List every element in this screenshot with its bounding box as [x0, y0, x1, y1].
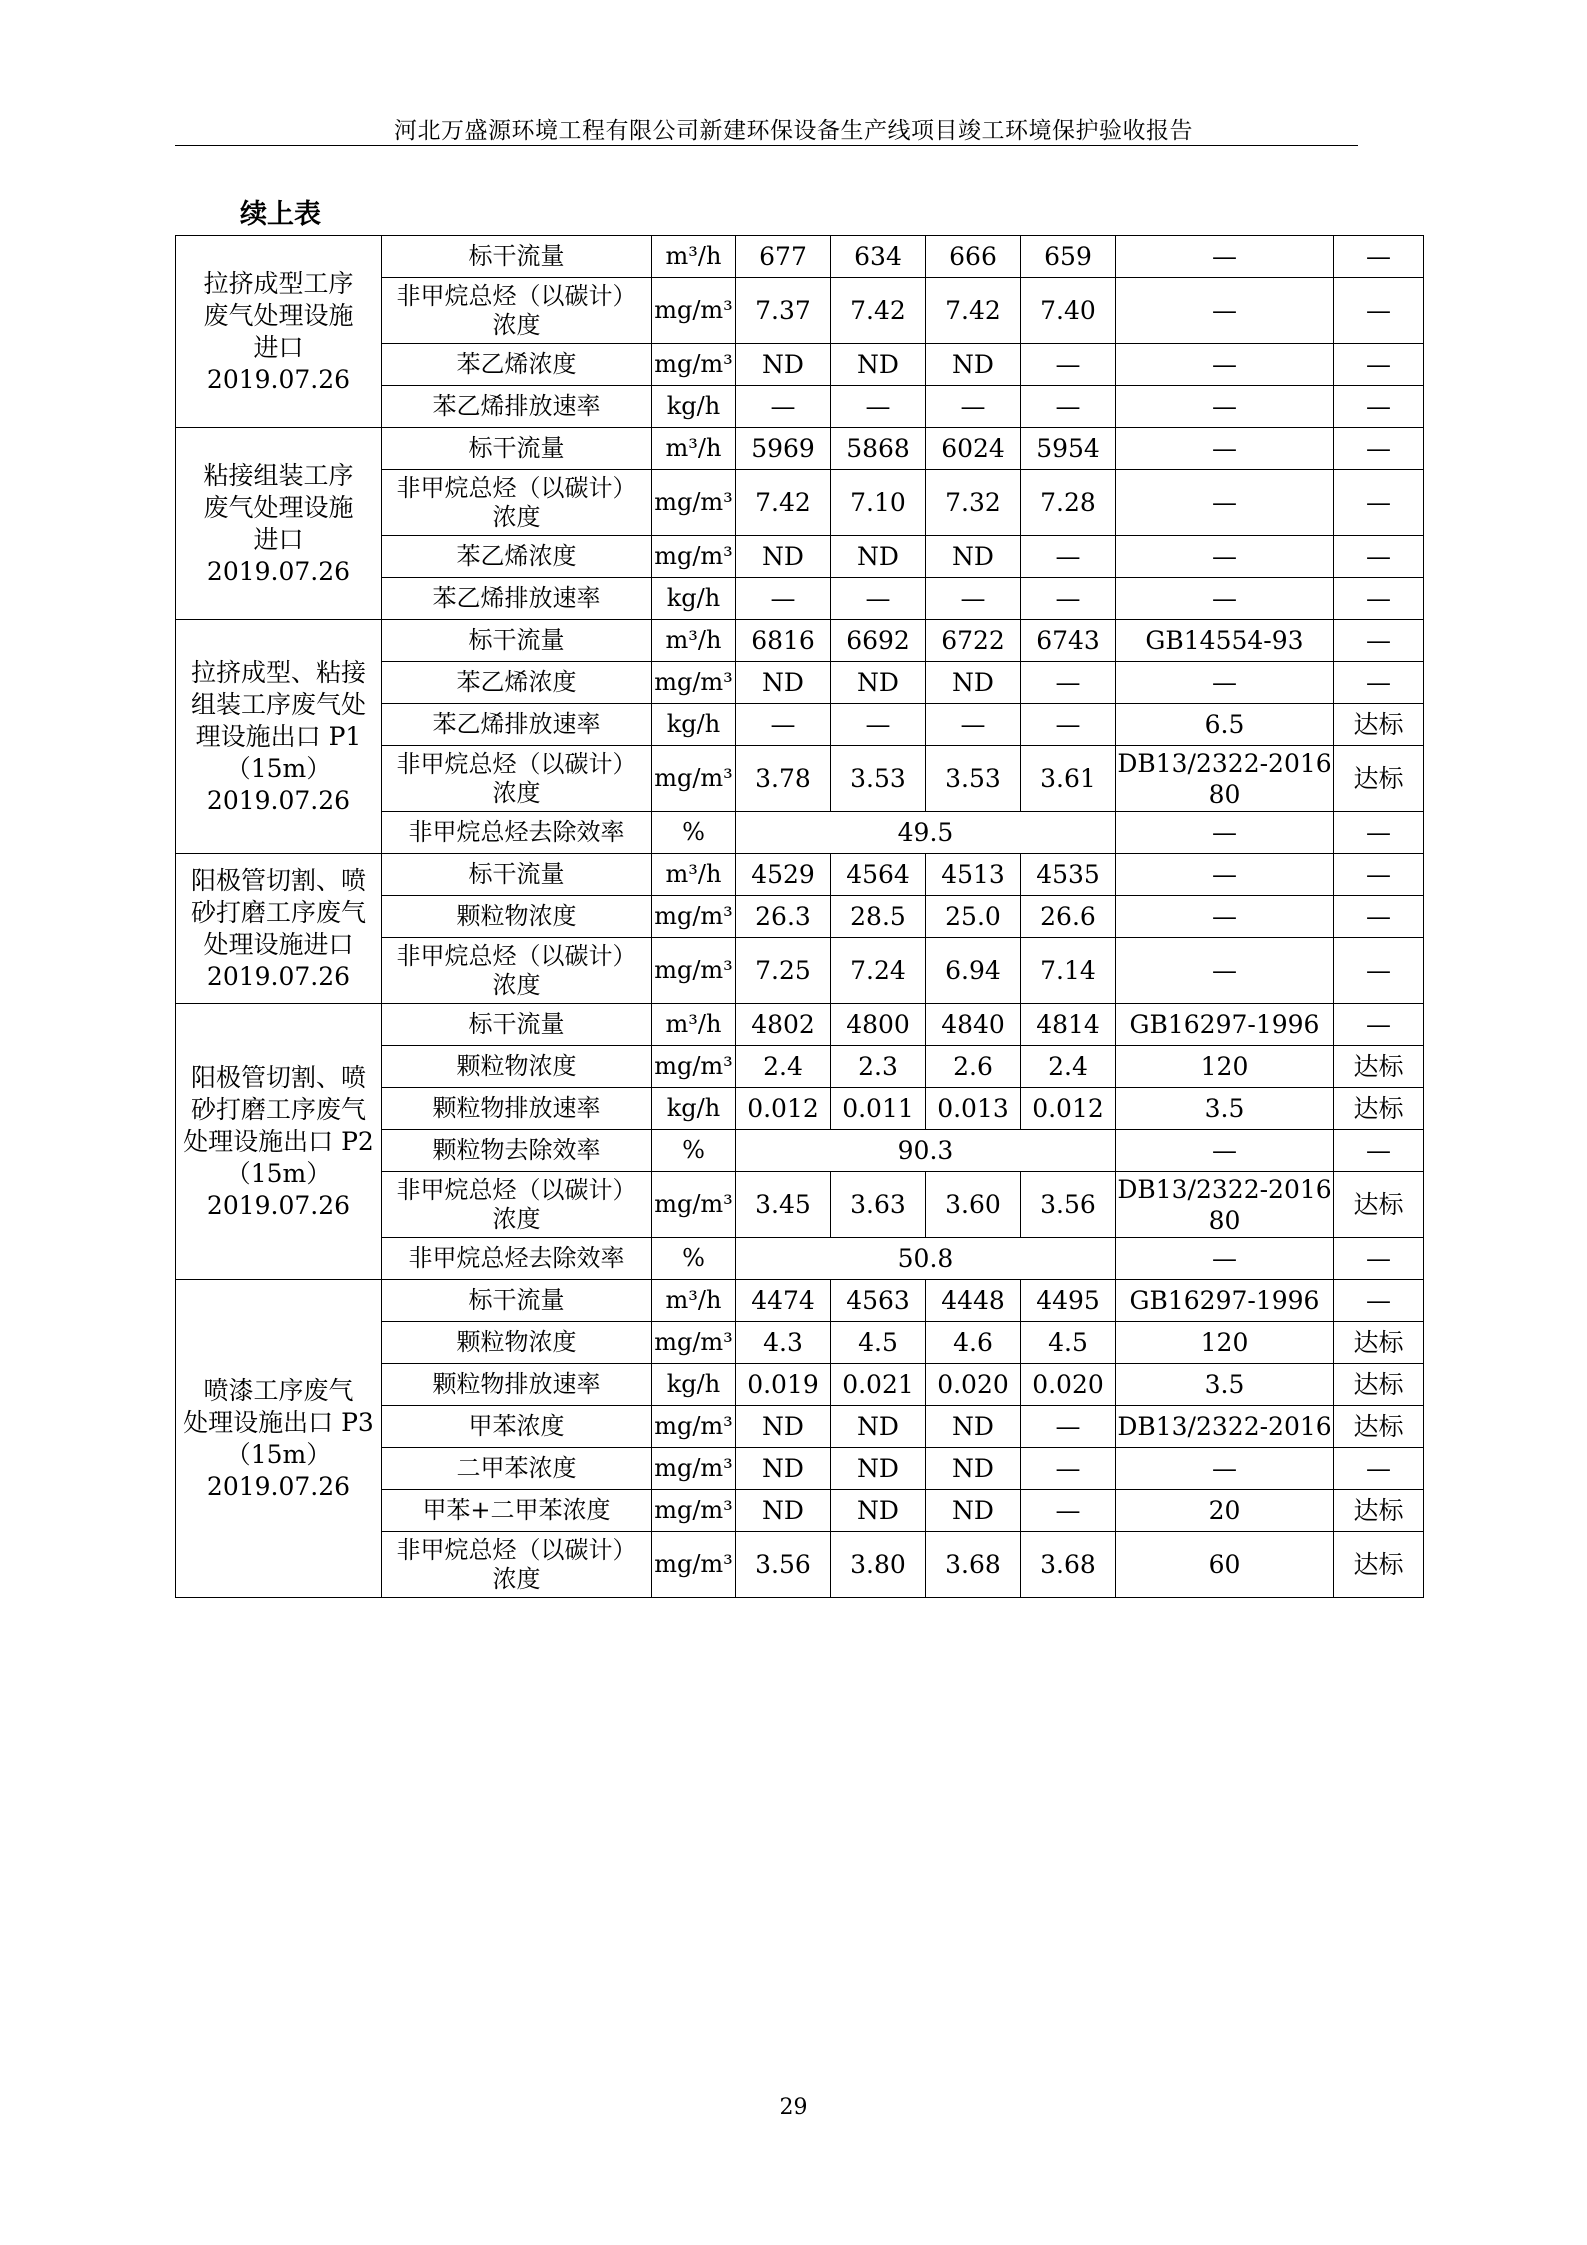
standard-limit-cell: DB13/2322-2016 80 [1116, 746, 1334, 812]
compliance-result-cell: — [1334, 428, 1424, 470]
measurement-value-cell: 6743 [1021, 620, 1116, 662]
unit-cell: m³/h [652, 854, 736, 896]
unit-cell: kg/h [652, 1364, 736, 1406]
unit-cell: % [652, 1130, 736, 1172]
measurement-value-cell: 7.24 [831, 938, 926, 1004]
measurement-value-cell: — [831, 578, 926, 620]
standard-limit-cell: — [1116, 854, 1334, 896]
standard-limit-cell: DB13/2322-2016 [1116, 1406, 1334, 1448]
monitoring-item-cell: 颗粒物浓度 [382, 1046, 652, 1088]
compliance-result-cell: — [1334, 386, 1424, 428]
measurement-value-cell: ND [831, 1490, 926, 1532]
standard-limit-cell: — [1116, 386, 1334, 428]
unit-cell: mg/m³ [652, 662, 736, 704]
standard-limit-cell: — [1116, 812, 1334, 854]
standard-limit-cell: 120 [1116, 1046, 1334, 1088]
measurement-value-cell: 0.020 [1021, 1364, 1116, 1406]
measurement-value-cell: 7.10 [831, 470, 926, 536]
measurement-value-cell: 4.6 [926, 1322, 1021, 1364]
unit-cell: m³/h [652, 1280, 736, 1322]
compliance-result-cell: — [1334, 896, 1424, 938]
unit-cell: % [652, 812, 736, 854]
measurement-value-cell: 4474 [736, 1280, 831, 1322]
compliance-result-cell: — [1334, 812, 1424, 854]
compliance-result-cell: — [1334, 620, 1424, 662]
monitoring-item-cell: 非甲烷总烃（以碳计） 浓度 [382, 746, 652, 812]
page-header-title: 河北万盛源环境工程有限公司新建环保设备生产线项目竣工环境保护验收报告 [394, 118, 1193, 144]
measurement-value-cell: ND [736, 536, 831, 578]
compliance-result-cell: — [1334, 938, 1424, 1004]
measurement-value-cell: 3.53 [831, 746, 926, 812]
monitoring-location-cell: 拉挤成型、粘接 组装工序废气处 理设施出口 P1 （15m） 2019.07.26 [176, 620, 382, 854]
measurement-value-cell: ND [926, 1406, 1021, 1448]
measurement-value-cell: — [1021, 536, 1116, 578]
measurement-value-cell: 2.4 [736, 1046, 831, 1088]
standard-limit-cell: 3.5 [1116, 1088, 1334, 1130]
measurement-value-cell: 4802 [736, 1004, 831, 1046]
measurement-value-cell: 7.25 [736, 938, 831, 1004]
measurement-value-cell: 3.78 [736, 746, 831, 812]
measurement-value-cell: 3.80 [831, 1532, 926, 1598]
standard-limit-cell: 3.5 [1116, 1364, 1334, 1406]
measurement-value-cell: 7.37 [736, 278, 831, 344]
monitoring-location-cell: 拉挤成型工序 废气处理设施 进口 2019.07.26 [176, 236, 382, 428]
measurement-value-cell: — [926, 386, 1021, 428]
monitoring-item-cell: 非甲烷总烃（以碳计） 浓度 [382, 938, 652, 1004]
unit-cell: m³/h [652, 428, 736, 470]
table-row [176, 236, 1424, 278]
standard-limit-cell: — [1116, 578, 1334, 620]
standard-limit-cell: — [1116, 536, 1334, 578]
monitoring-item-cell: 苯乙烯排放速率 [382, 386, 652, 428]
unit-cell: kg/h [652, 386, 736, 428]
measurement-value-cell: 3.68 [1021, 1532, 1116, 1598]
measurement-value-cell: 7.42 [831, 278, 926, 344]
unit-cell: m³/h [652, 620, 736, 662]
compliance-result-cell: — [1334, 662, 1424, 704]
measurement-value-cell: — [1021, 662, 1116, 704]
monitoring-results-table [175, 235, 1424, 1598]
measurement-value-cell: ND [926, 662, 1021, 704]
measurement-value-cell: 0.012 [736, 1088, 831, 1130]
measurement-value-cell: ND [926, 1490, 1021, 1532]
unit-cell: mg/m³ [652, 746, 736, 812]
measurement-value-cell: — [736, 386, 831, 428]
compliance-result-cell: 达标 [1334, 1172, 1424, 1238]
measurement-value-cell: 3.56 [736, 1532, 831, 1598]
standard-limit-cell: GB16297-1996 [1116, 1280, 1334, 1322]
measurement-value-cell: — [1021, 344, 1116, 386]
monitoring-item-cell: 非甲烷总烃（以碳计） 浓度 [382, 1172, 652, 1238]
measurement-value-cell: ND [926, 1448, 1021, 1490]
monitoring-item-cell: 苯乙烯浓度 [382, 344, 652, 386]
measurement-value-cell: 3.53 [926, 746, 1021, 812]
unit-cell: m³/h [652, 236, 736, 278]
monitoring-location-cell: 阳极管切割、喷 砂打磨工序废气 处理设施出口 P2 （15m） 2019.07.26 [176, 1004, 382, 1280]
standard-limit-cell: GB14554-93 [1116, 620, 1334, 662]
unit-cell: mg/m³ [652, 1532, 736, 1598]
compliance-result-cell: — [1334, 1004, 1424, 1046]
monitoring-item-cell: 标干流量 [382, 1280, 652, 1322]
monitoring-item-cell: 甲苯+二甲苯浓度 [382, 1490, 652, 1532]
compliance-result-cell: 达标 [1334, 1322, 1424, 1364]
compliance-result-cell: — [1334, 470, 1424, 536]
standard-limit-cell: — [1116, 662, 1334, 704]
compliance-result-cell: — [1334, 236, 1424, 278]
measurement-value-cell: 4495 [1021, 1280, 1116, 1322]
monitoring-item-cell: 非甲烷总烃（以碳计） 浓度 [382, 278, 652, 344]
measurement-value-cell: 4814 [1021, 1004, 1116, 1046]
measurement-value-cell: 4448 [926, 1280, 1021, 1322]
measurement-value-cell: 666 [926, 236, 1021, 278]
measurement-value-cell: — [926, 704, 1021, 746]
monitoring-item-cell: 苯乙烯浓度 [382, 536, 652, 578]
measurement-value-cell: ND [831, 1448, 926, 1490]
standard-limit-cell: — [1116, 938, 1334, 1004]
measurement-value-cell: ND [736, 1406, 831, 1448]
monitoring-item-cell: 非甲烷总烃去除效率 [382, 812, 652, 854]
monitoring-location-cell: 喷漆工序废气 处理设施出口 P3 （15m） 2019.07.26 [176, 1280, 382, 1598]
unit-cell: mg/m³ [652, 1046, 736, 1088]
standard-limit-cell: — [1116, 236, 1334, 278]
measurement-value-cell: ND [736, 344, 831, 386]
unit-cell: mg/m³ [652, 344, 736, 386]
measurement-value-cell: 0.012 [1021, 1088, 1116, 1130]
unit-cell: % [652, 1238, 736, 1280]
measurement-value-cell: 26.3 [736, 896, 831, 938]
monitoring-table-container [175, 235, 1424, 1598]
measurement-value-cell: 6.94 [926, 938, 1021, 1004]
measurement-value-cell: 5969 [736, 428, 831, 470]
unit-cell: kg/h [652, 704, 736, 746]
compliance-result-cell: — [1334, 1448, 1424, 1490]
compliance-result-cell: 达标 [1334, 1532, 1424, 1598]
measurement-value-cell: 4513 [926, 854, 1021, 896]
standard-limit-cell: 60 [1116, 1532, 1334, 1598]
measurement-value-cell: — [736, 704, 831, 746]
measurement-value-cell: 7.40 [1021, 278, 1116, 344]
table-row [176, 854, 1424, 896]
standard-limit-cell: — [1116, 1448, 1334, 1490]
measurement-value-cell: 0.020 [926, 1364, 1021, 1406]
measurement-value-cell: 4.5 [1021, 1322, 1116, 1364]
standard-limit-cell: — [1116, 344, 1334, 386]
removal-efficiency-cell: 90.3 [736, 1130, 1116, 1172]
monitoring-item-cell: 甲苯浓度 [382, 1406, 652, 1448]
monitoring-item-cell: 颗粒物浓度 [382, 896, 652, 938]
table-row [176, 428, 1424, 470]
monitoring-location-cell: 粘接组装工序 废气处理设施 进口 2019.07.26 [176, 428, 382, 620]
monitoring-item-cell: 苯乙烯排放速率 [382, 578, 652, 620]
standard-limit-cell: DB13/2322-2016 80 [1116, 1172, 1334, 1238]
measurement-value-cell: 0.019 [736, 1364, 831, 1406]
measurement-value-cell: ND [926, 536, 1021, 578]
standard-limit-cell: 20 [1116, 1490, 1334, 1532]
monitoring-location-cell: 阳极管切割、喷 砂打磨工序废气 处理设施进口 2019.07.26 [176, 854, 382, 1004]
unit-cell: mg/m³ [652, 1490, 736, 1532]
measurement-value-cell: 5954 [1021, 428, 1116, 470]
measurement-value-cell: 6024 [926, 428, 1021, 470]
monitoring-item-cell: 非甲烷总烃去除效率 [382, 1238, 652, 1280]
measurement-value-cell: — [736, 578, 831, 620]
table-row [176, 1004, 1424, 1046]
monitoring-item-cell: 标干流量 [382, 1004, 652, 1046]
measurement-value-cell: 28.5 [831, 896, 926, 938]
measurement-value-cell: ND [736, 1448, 831, 1490]
measurement-value-cell: 2.3 [831, 1046, 926, 1088]
unit-cell: mg/m³ [652, 1406, 736, 1448]
monitoring-item-cell: 苯乙烯排放速率 [382, 704, 652, 746]
measurement-value-cell: 0.021 [831, 1364, 926, 1406]
unit-cell: mg/m³ [652, 896, 736, 938]
unit-cell: m³/h [652, 1004, 736, 1046]
measurement-value-cell: — [1021, 1448, 1116, 1490]
standard-limit-cell: — [1116, 428, 1334, 470]
unit-cell: mg/m³ [652, 1172, 736, 1238]
measurement-value-cell: 3.60 [926, 1172, 1021, 1238]
measurement-value-cell: 4.3 [736, 1322, 831, 1364]
standard-limit-cell: 120 [1116, 1322, 1334, 1364]
standard-limit-cell: — [1116, 1130, 1334, 1172]
compliance-result-cell: — [1334, 344, 1424, 386]
measurement-value-cell: — [926, 578, 1021, 620]
compliance-result-cell: — [1334, 1280, 1424, 1322]
monitoring-item-cell: 颗粒物排放速率 [382, 1364, 652, 1406]
measurement-value-cell: 677 [736, 236, 831, 278]
standard-limit-cell: GB16297-1996 [1116, 1004, 1334, 1046]
compliance-result-cell: — [1334, 278, 1424, 344]
compliance-result-cell: — [1334, 536, 1424, 578]
unit-cell: kg/h [652, 578, 736, 620]
measurement-value-cell: ND [736, 1490, 831, 1532]
measurement-value-cell: 2.6 [926, 1046, 1021, 1088]
measurement-value-cell: 3.45 [736, 1172, 831, 1238]
measurement-value-cell: — [1021, 1406, 1116, 1448]
unit-cell: mg/m³ [652, 470, 736, 536]
measurement-value-cell: ND [831, 662, 926, 704]
monitoring-item-cell: 标干流量 [382, 854, 652, 896]
compliance-result-cell: — [1334, 854, 1424, 896]
standard-limit-cell: — [1116, 278, 1334, 344]
compliance-result-cell: 达标 [1334, 1088, 1424, 1130]
measurement-value-cell: 5868 [831, 428, 926, 470]
compliance-result-cell: 达标 [1334, 704, 1424, 746]
compliance-result-cell: 达标 [1334, 1490, 1424, 1532]
measurement-value-cell: 4563 [831, 1280, 926, 1322]
removal-efficiency-cell: 50.8 [736, 1238, 1116, 1280]
measurement-value-cell: 6722 [926, 620, 1021, 662]
continued-label: 续上表 [240, 199, 321, 230]
measurement-value-cell: 659 [1021, 236, 1116, 278]
measurement-value-cell: — [1021, 578, 1116, 620]
measurement-value-cell: 3.68 [926, 1532, 1021, 1598]
unit-cell: mg/m³ [652, 938, 736, 1004]
monitoring-item-cell: 标干流量 [382, 236, 652, 278]
standard-limit-cell: 6.5 [1116, 704, 1334, 746]
compliance-result-cell: — [1334, 1238, 1424, 1280]
unit-cell: kg/h [652, 1088, 736, 1130]
measurement-value-cell: — [831, 386, 926, 428]
measurement-value-cell: 25.0 [926, 896, 1021, 938]
monitoring-item-cell: 非甲烷总烃（以碳计） 浓度 [382, 1532, 652, 1598]
measurement-value-cell: 7.28 [1021, 470, 1116, 536]
measurement-value-cell: 4800 [831, 1004, 926, 1046]
measurement-value-cell: 3.63 [831, 1172, 926, 1238]
measurement-value-cell: — [1021, 704, 1116, 746]
compliance-result-cell: 达标 [1334, 1364, 1424, 1406]
standard-limit-cell: — [1116, 896, 1334, 938]
measurement-value-cell: 26.6 [1021, 896, 1116, 938]
removal-efficiency-cell: 49.5 [736, 812, 1116, 854]
monitoring-item-cell: 标干流量 [382, 428, 652, 470]
measurement-value-cell: ND [831, 1406, 926, 1448]
measurement-value-cell: 7.42 [926, 278, 1021, 344]
monitoring-item-cell: 非甲烷总烃（以碳计） 浓度 [382, 470, 652, 536]
table-row [176, 1280, 1424, 1322]
measurement-value-cell: 6816 [736, 620, 831, 662]
measurement-value-cell: 4529 [736, 854, 831, 896]
monitoring-item-cell: 颗粒物排放速率 [382, 1088, 652, 1130]
compliance-result-cell: — [1334, 578, 1424, 620]
measurement-value-cell: 6692 [831, 620, 926, 662]
monitoring-item-cell: 标干流量 [382, 620, 652, 662]
unit-cell: mg/m³ [652, 1448, 736, 1490]
measurement-value-cell: 4564 [831, 854, 926, 896]
monitoring-item-cell: 颗粒物浓度 [382, 1322, 652, 1364]
compliance-result-cell: 达标 [1334, 746, 1424, 812]
compliance-result-cell: 达标 [1334, 1046, 1424, 1088]
measurement-value-cell: ND [831, 536, 926, 578]
compliance-result-cell: — [1334, 1130, 1424, 1172]
monitoring-item-cell: 苯乙烯浓度 [382, 662, 652, 704]
page-number: 29 [779, 2095, 808, 2120]
standard-limit-cell: — [1116, 470, 1334, 536]
measurement-value-cell: ND [736, 662, 831, 704]
measurement-value-cell: 0.013 [926, 1088, 1021, 1130]
measurement-value-cell: — [1021, 1490, 1116, 1532]
table-body [176, 236, 1424, 1598]
standard-limit-cell: — [1116, 1238, 1334, 1280]
unit-cell: mg/m³ [652, 536, 736, 578]
measurement-value-cell: 7.32 [926, 470, 1021, 536]
measurement-value-cell: 3.56 [1021, 1172, 1116, 1238]
monitoring-item-cell: 颗粒物去除效率 [382, 1130, 652, 1172]
measurement-value-cell: 4.5 [831, 1322, 926, 1364]
unit-cell: mg/m³ [652, 278, 736, 344]
measurement-value-cell: 4535 [1021, 854, 1116, 896]
measurement-value-cell: 3.61 [1021, 746, 1116, 812]
table-row [176, 620, 1424, 662]
measurement-value-cell: 0.011 [831, 1088, 926, 1130]
measurement-value-cell: 7.14 [1021, 938, 1116, 1004]
measurement-value-cell: ND [926, 344, 1021, 386]
measurement-value-cell: 634 [831, 236, 926, 278]
measurement-value-cell: 2.4 [1021, 1046, 1116, 1088]
measurement-value-cell: 7.42 [736, 470, 831, 536]
unit-cell: mg/m³ [652, 1322, 736, 1364]
measurement-value-cell: — [831, 704, 926, 746]
measurement-value-cell: ND [831, 344, 926, 386]
compliance-result-cell: 达标 [1334, 1406, 1424, 1448]
header-rule [175, 145, 1358, 146]
measurement-value-cell: — [1021, 386, 1116, 428]
monitoring-item-cell: 二甲苯浓度 [382, 1448, 652, 1490]
measurement-value-cell: 4840 [926, 1004, 1021, 1046]
